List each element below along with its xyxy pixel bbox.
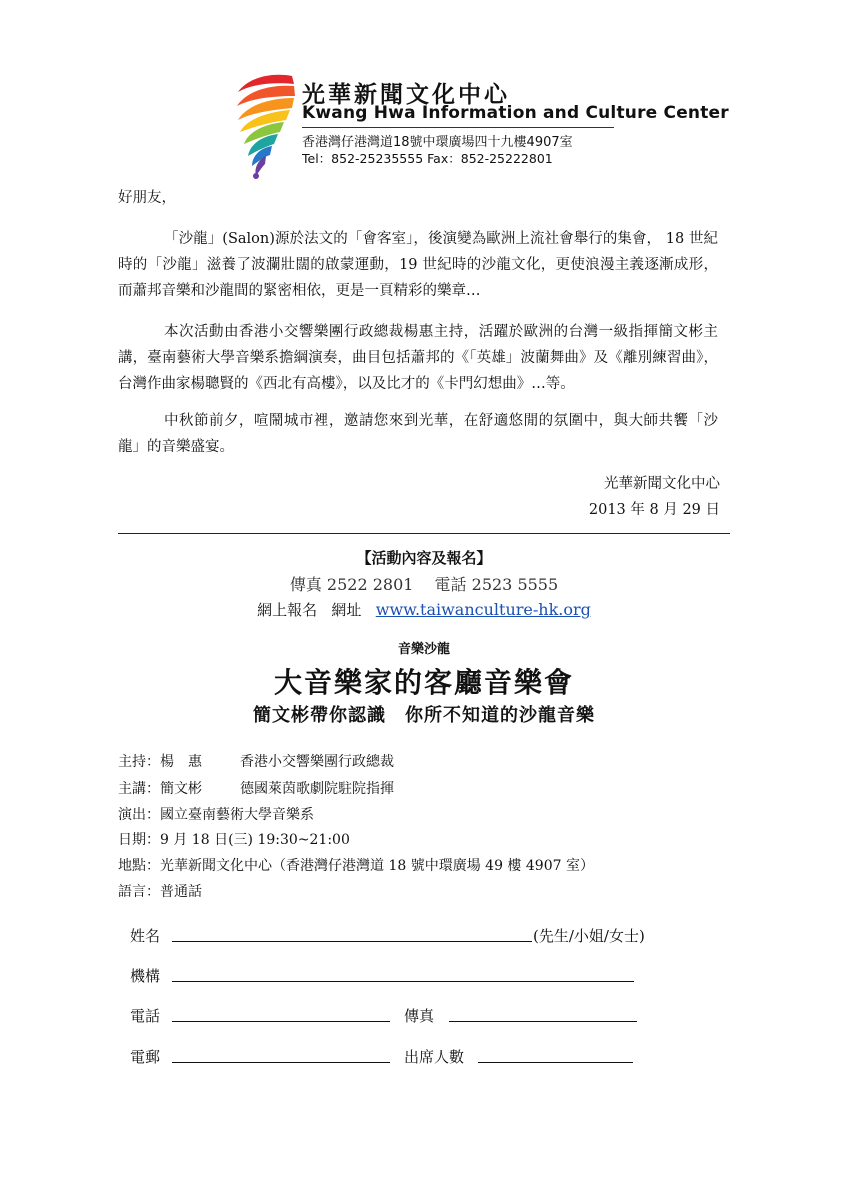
org-label: 機構 (130, 967, 161, 985)
event-category: 音樂沙龍 (397, 642, 450, 657)
name-label: 姓名 (130, 927, 161, 945)
phone-number: 電話 2523 5555 (434, 575, 559, 594)
header-rule (302, 127, 614, 128)
phone-field[interactable] (172, 1021, 390, 1022)
online-label: 網上報名 (257, 601, 318, 619)
info-section-title: 【活動內容及報名】 (356, 549, 492, 567)
fax-label: 傳真 (404, 1007, 435, 1025)
greeting: 好朋友， (118, 190, 176, 206)
letter-paragraph-3: 中秋節前夕，喧鬧城市裡，邀請您來到光華，在舒適悠閒的氛圍中，與大師共饗「沙龍」的音樂盛宴。 (118, 413, 718, 455)
fax-number: 傳真 2522 2801 (289, 575, 414, 594)
event-title: 大音樂家的客廳音樂會 (273, 666, 574, 699)
org-tel-fax: Tel：852-25235555 Fax：852-25222801 (302, 151, 553, 166)
section-divider (118, 533, 730, 534)
attendees-field[interactable] (478, 1062, 633, 1063)
org-name-chinese: 光華新聞文化中心 (302, 82, 510, 108)
detail-performer: 演出：國立臺南藝術大學音樂系 (118, 807, 314, 823)
contact-line (0, 572, 848, 595)
letter-paragraph-2: 本次活動由香港小交響樂團行政總裁楊惠主持，活躍於歐洲的台灣一級指揮簡文彬主講，臺南藝術大學音樂系擔綱演奏，曲目包括蕭邦的《「英雄」波蘭舞曲》及《離別練習曲》，台灣作曲家楊聰賢的《西北有高樓》，以及比才的《卡門幻想曲》…等。 (118, 324, 718, 392)
kwang-hwa-logo (232, 70, 300, 180)
email-field[interactable] (172, 1062, 390, 1063)
org-address: 香港灣仔港灣道18號中環廣場四十九樓4907室 (302, 135, 573, 150)
site-label: 網址 (331, 601, 362, 619)
name-field[interactable] (172, 941, 532, 942)
event-subtitle: 簡文彬帶你認識 你所不知道的沙龍音樂 (253, 705, 595, 726)
signature-date: 2013 年 8 月 29 日 (588, 502, 720, 518)
name-suffix: (先生/小姐/女士) (533, 927, 645, 945)
signature-org: 光華新聞文化中心 (604, 476, 720, 492)
fax-field[interactable] (449, 1021, 637, 1022)
detail-language: 語言：普通話 (118, 884, 202, 900)
email-label: 電郵 (130, 1048, 161, 1066)
org-field[interactable] (172, 981, 634, 982)
letter-paragraph-1: 「沙龍」(Salon)源於法文的「會客室」，後演變為歐洲上流社會舉行的集會， 18 世紀時的「沙龍」滋養了波瀾壯闊的啟蒙運動，19 世紀時的沙龍文化，更使浪漫主義逐漸成形，而蕭邦音樂和沙龍間的緊密相依，更是一頁精彩的樂章… (118, 231, 718, 299)
detail-venue: 地點：光華新聞文化中心（香港灣仔港灣道 18 號中環廣場 49 樓 4907 室） (118, 858, 594, 874)
detail-speaker: 主講：簡文彬 德國萊茵歌劇院駐院指揮 (118, 781, 394, 797)
phone-label: 電話 (130, 1007, 161, 1025)
online-registration (0, 599, 848, 620)
detail-host: 主持：楊 惠 香港小交響樂團行政總裁 (118, 754, 394, 770)
org-name-english: Kwang Hwa Information and Culture Center (302, 103, 729, 123)
attendees-label: 出席人數 (404, 1048, 465, 1066)
detail-date: 日期：9 月 18 日(三) 19:30~21:00 (118, 832, 350, 848)
website-link[interactable]: www.taiwanculture-hk.org (375, 600, 591, 619)
